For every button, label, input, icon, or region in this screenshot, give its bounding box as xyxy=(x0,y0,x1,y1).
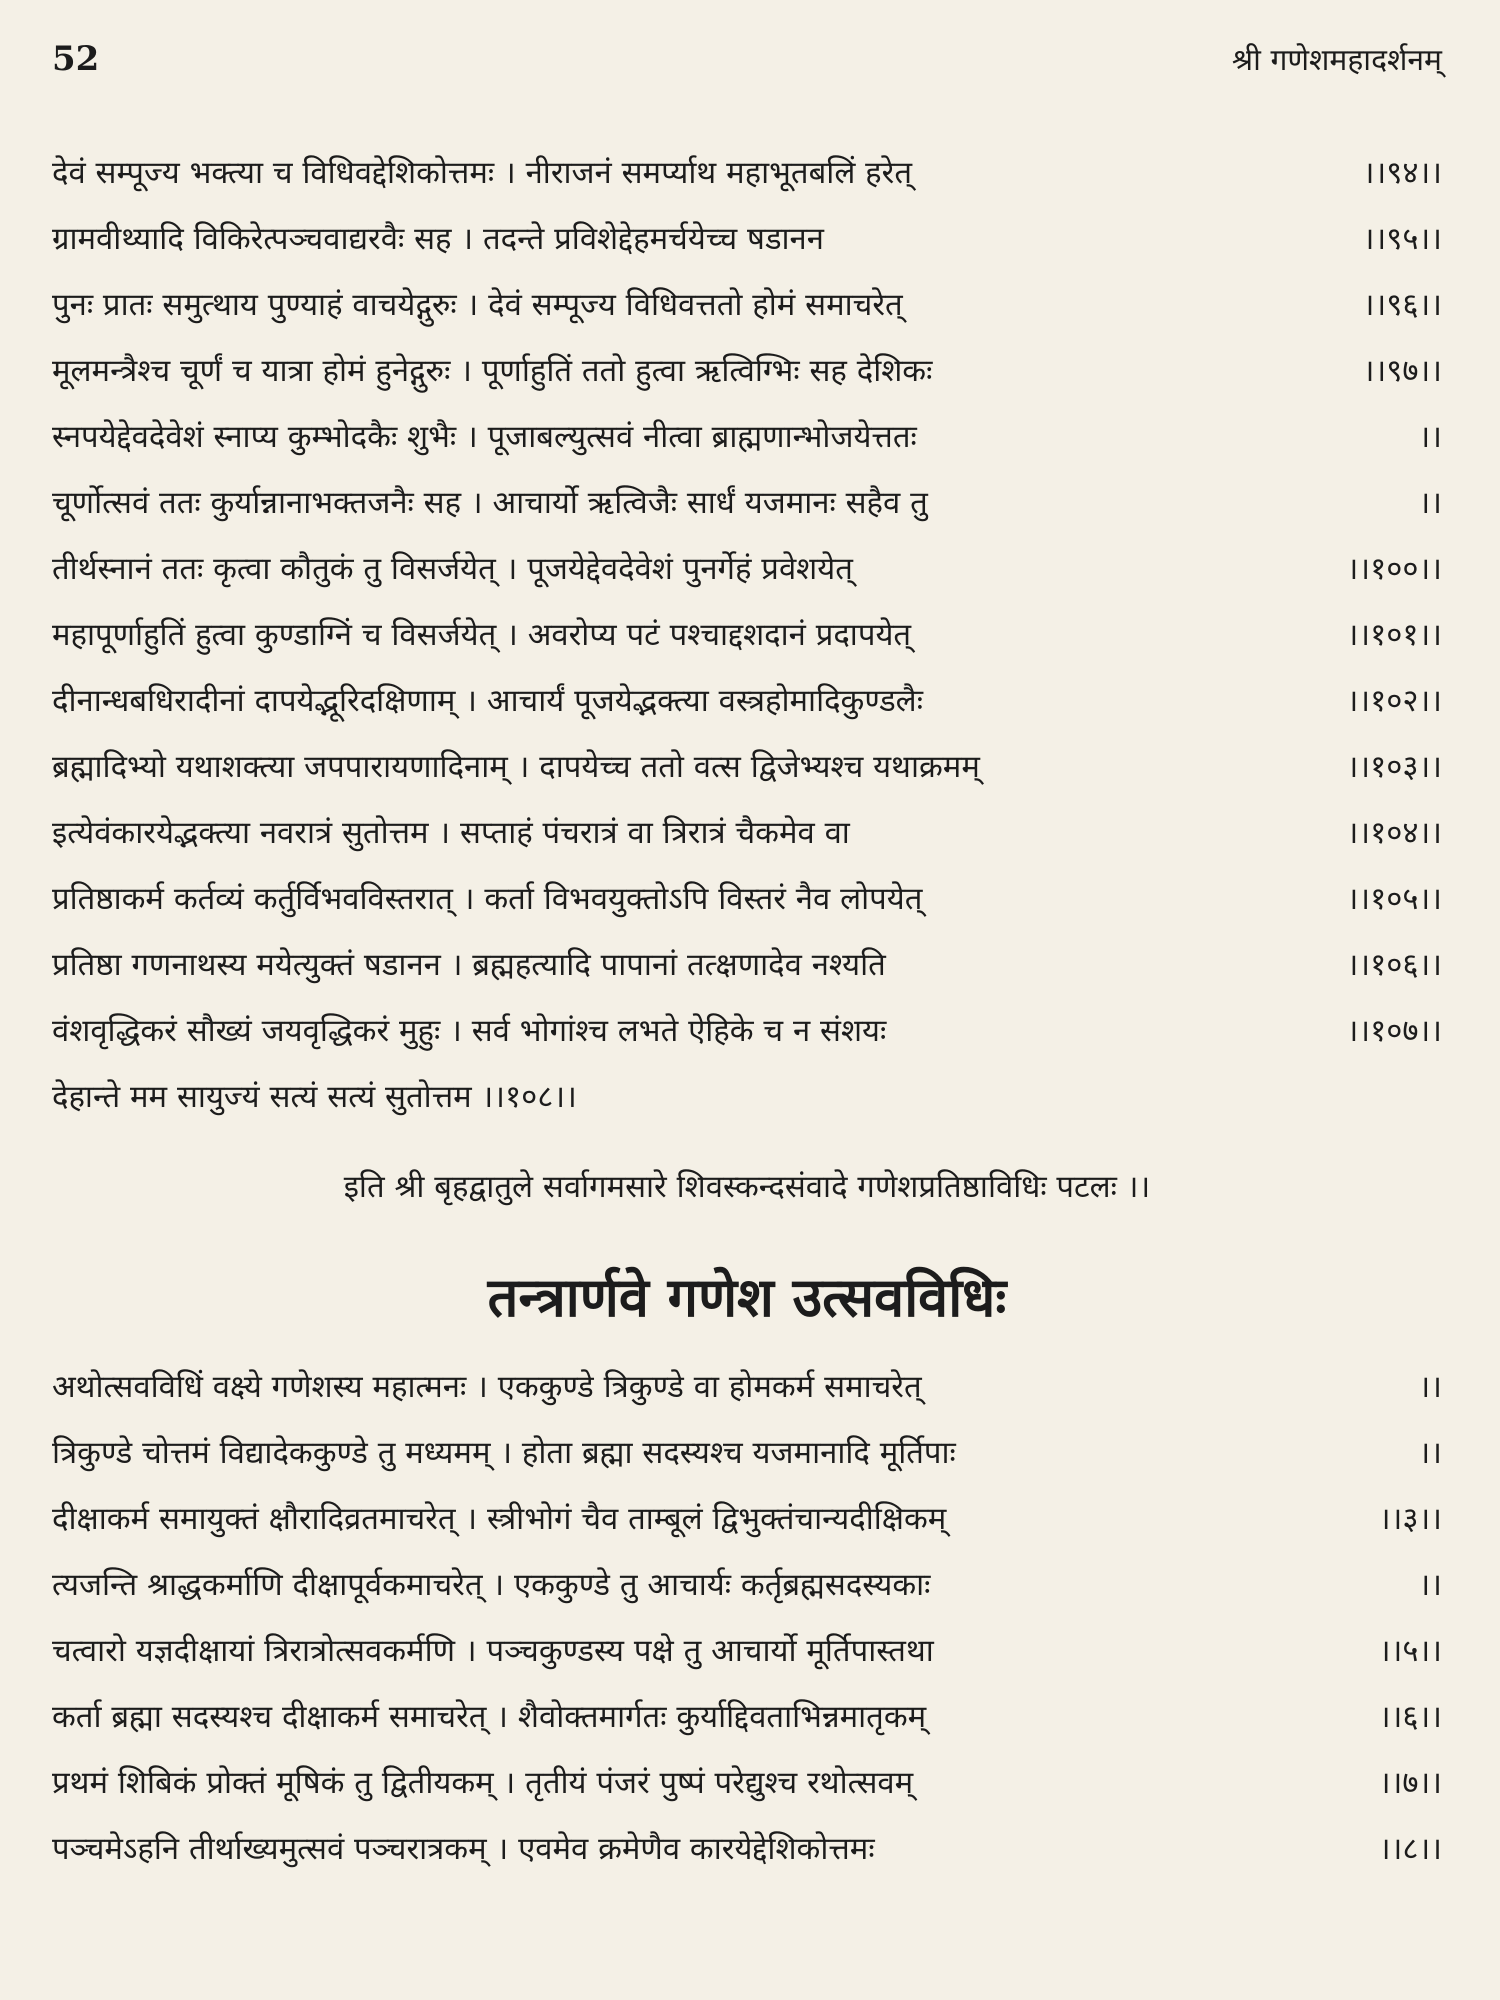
verse-text: कर्ता ब्रह्मा सदस्यश्च दीक्षाकर्म समाचरेत् । शैवोक्तमार्गतः कुर्याद्दिवताभिन्नमातृकम् xyxy=(52,1699,927,1735)
verse-number: ।।१०४।। xyxy=(1346,815,1442,851)
verse-text: पुनः प्रातः समुत्थाय पुण्याहं वाचयेद्गुरुः । देवं सम्पूज्य विधिवत्ततो होमं समाचरेत् xyxy=(52,287,903,323)
section-heading: तन्त्रार्णवे गणेश उत्सवविधिः xyxy=(487,1266,1007,1329)
verse-line xyxy=(52,1816,1442,1882)
verse-text: ग्रामवीथ्यादि विकिरेत्पञ्चवाद्यरवैः सह । तदन्ते प्रविशेद्देहमर्चयेच्च षडानन xyxy=(52,221,824,257)
verse-line xyxy=(52,536,1442,602)
verse-text: मूलमन्त्रैश्च चूर्णं च यात्रा होमं हुनेद्गुरुः । पूर्णाहुतिं ततो हुत्वा ऋत्विग्भिः सह देशिकः xyxy=(52,353,933,389)
chapter-colophon: इति श्री बृहद्वातुले सर्वागमसारे शिवस्कन्दसंवादे गणेशप्रतिष्ठाविधिः पटलः ।। xyxy=(343,1169,1151,1205)
verse-text: चूर्णोत्सवं ततः कुर्यान्नानाभक्तजनैः सह । आचार्यो ऋत्विजैः सार्धं यजमानः सहैव तु xyxy=(52,485,928,521)
verse-number: ।।९६।। xyxy=(1362,287,1442,323)
verse-number: ।।१०२।। xyxy=(1346,683,1442,719)
verse-text: तीर्थस्नानं ततः कृत्वा कौतुकं तु विसर्जयेत् । पूजयेद्देवदेवेशं पुनर्गेहं प्रवेशयेत् xyxy=(52,551,853,587)
verse-text: पञ्चमेऽहनि तीर्थाख्यमुत्सवं पञ्चरात्रकम् । एवमेव क्रमेणैव कारयेद्देशिकोत्तमः xyxy=(52,1831,875,1867)
verse-line xyxy=(52,998,1442,1064)
verse-line xyxy=(52,668,1442,734)
verse-line xyxy=(52,272,1442,338)
page-number: 52 xyxy=(52,39,100,79)
verse-number: ।।३।। xyxy=(1378,1501,1442,1537)
verse-line xyxy=(52,1064,1442,1130)
verse-text: प्रथमं शिबिकं प्रोक्तं मूषिकं तु द्वितीयकम् । तृतीयं पंजरं पुष्पं परेद्युश्च रथोत्सवम् xyxy=(52,1765,914,1801)
verse-text: देहान्ते मम सायुज्यं सत्यं सत्यं सुतोत्तम ।।१०८।। xyxy=(52,1079,577,1115)
verse-line xyxy=(52,1354,1442,1420)
verse-number: ।।१०६।। xyxy=(1346,947,1442,983)
verse-number: ।। xyxy=(1418,419,1442,455)
verse-number: ।। xyxy=(1418,485,1442,521)
verse-text: प्रतिष्ठा गणनाथस्य मयेत्युक्तं षडानन । ब्रह्महत्यादि पापानां तत्क्षणादेव नश्यति xyxy=(52,947,886,983)
verse-number: ।।६।। xyxy=(1378,1699,1442,1735)
verse-number: ।।७।। xyxy=(1378,1765,1442,1801)
verse-number: ।।१००।। xyxy=(1346,551,1442,587)
verse-number: ।।१०७।। xyxy=(1346,1013,1442,1049)
verse-text: ब्रह्मादिभ्यो यथाशक्त्या जपपारायणादिनाम् । दापयेच्च ततो वत्स द्विजेभ्यश्च यथाक्रमम् xyxy=(52,749,980,785)
verse-block-pratishtha xyxy=(52,140,1442,1130)
verse-line xyxy=(52,1618,1442,1684)
verse-line xyxy=(52,1552,1442,1618)
verse-line xyxy=(52,338,1442,404)
verse-text: प्रतिष्ठाकर्म कर्तव्यं कर्तुर्विभवविस्तरात् । कर्ता विभवयुक्तोऽपि विस्तरं नैव लोपयेत् xyxy=(52,881,923,917)
verse-line xyxy=(52,470,1442,536)
verse-number: ।। xyxy=(1418,1369,1442,1405)
verse-number: ।। xyxy=(1418,1567,1442,1603)
verse-text: दीक्षाकर्म समायुक्तं क्षौरादिव्रतमाचरेत् । स्त्रीभोगं चैव ताम्बूलं द्विभुक्तंचान्यदीक्षिकम् xyxy=(52,1501,947,1537)
verse-number: ।।१०१।। xyxy=(1346,617,1442,653)
running-title: श्री गणेशमहादर्शनम् xyxy=(1231,43,1442,78)
verse-line xyxy=(52,602,1442,668)
verse-line xyxy=(52,1486,1442,1552)
verse-text: स्नपयेद्देवदेवेशं स्नाप्य कुम्भोदकैः शुभैः । पूजाबल्युत्सवं नीत्वा ब्राह्मणान्भोजयेत्ततः xyxy=(52,419,917,455)
verse-line xyxy=(52,1420,1442,1486)
verse-number: ।।९४।। xyxy=(1362,155,1442,191)
verse-block-utsava xyxy=(52,1354,1442,1882)
verse-line xyxy=(52,866,1442,932)
verse-text: अथोत्सवविधिं वक्ष्ये गणेशस्य महात्मनः । एककुण्डे त्रिकुण्डे वा होमकर्म समाचरेत् xyxy=(52,1369,922,1405)
verse-number: ।।८।। xyxy=(1378,1831,1442,1867)
verse-number: ।।१०५।। xyxy=(1346,881,1442,917)
verse-text: दीनान्धबधिरादीनां दापयेद्भूरिदक्षिणाम् । आचार्यं पूजयेद्भक्त्या वस्त्रहोमादिकुण्डलैः xyxy=(52,683,923,719)
verse-line xyxy=(52,206,1442,272)
verse-text: चत्वारो यज्ञदीक्षायां त्रिरात्रोत्सवकर्मणि । पञ्चकुण्डस्य पक्षे तु आचार्यो मूर्तिपास्तथा xyxy=(52,1633,934,1669)
page-header xyxy=(52,38,1442,98)
verse-line xyxy=(52,932,1442,998)
verse-text: त्रिकुण्डे चोत्तमं विद्यादेककुण्डे तु मध्यमम् । होता ब्रह्मा सदस्यश्च यजमानादि मूर्तिपाः xyxy=(52,1435,956,1471)
verse-number: ।।९५।। xyxy=(1362,221,1442,257)
verse-text: त्यजन्ति श्राद्धकर्माणि दीक्षापूर्वकमाचरेत् । एककुण्डे तु आचार्यः कर्तृब्रह्मसदस्यकाः xyxy=(52,1567,931,1603)
verse-line xyxy=(52,140,1442,206)
verse-number: ।।९७।। xyxy=(1362,353,1442,389)
verse-line xyxy=(52,734,1442,800)
verse-line xyxy=(52,404,1442,470)
verse-number: ।।१०३।। xyxy=(1346,749,1442,785)
verse-text: देवं सम्पूज्य भक्त्या च विधिवद्देशिकोत्तमः । नीराजनं समर्प्याथ महाभूतबलिं हरेत् xyxy=(52,155,912,191)
verse-text: वंशवृद्धिकरं सौख्यं जयवृद्धिकरं मुहुः । सर्व भोगांश्च लभते ऐहिके च न संशयः xyxy=(52,1013,887,1049)
verse-text: महापूर्णाहुतिं हुत्वा कुण्डाग्निं च विसर्जयेत् । अवरोप्य पटं पश्चाद्दशदानं प्रदापयेत् xyxy=(52,617,912,653)
verse-line xyxy=(52,800,1442,866)
verse-number: ।। xyxy=(1418,1435,1442,1471)
verse-line xyxy=(52,1750,1442,1816)
verse-number: ।।५।। xyxy=(1378,1633,1442,1669)
verse-text: इत्येवंकारयेद्भक्त्या नवरात्रं सुतोत्तम । सप्ताहं पंचरात्रं वा त्रिरात्रं चैकमेव वा xyxy=(52,815,850,851)
verse-line xyxy=(52,1684,1442,1750)
